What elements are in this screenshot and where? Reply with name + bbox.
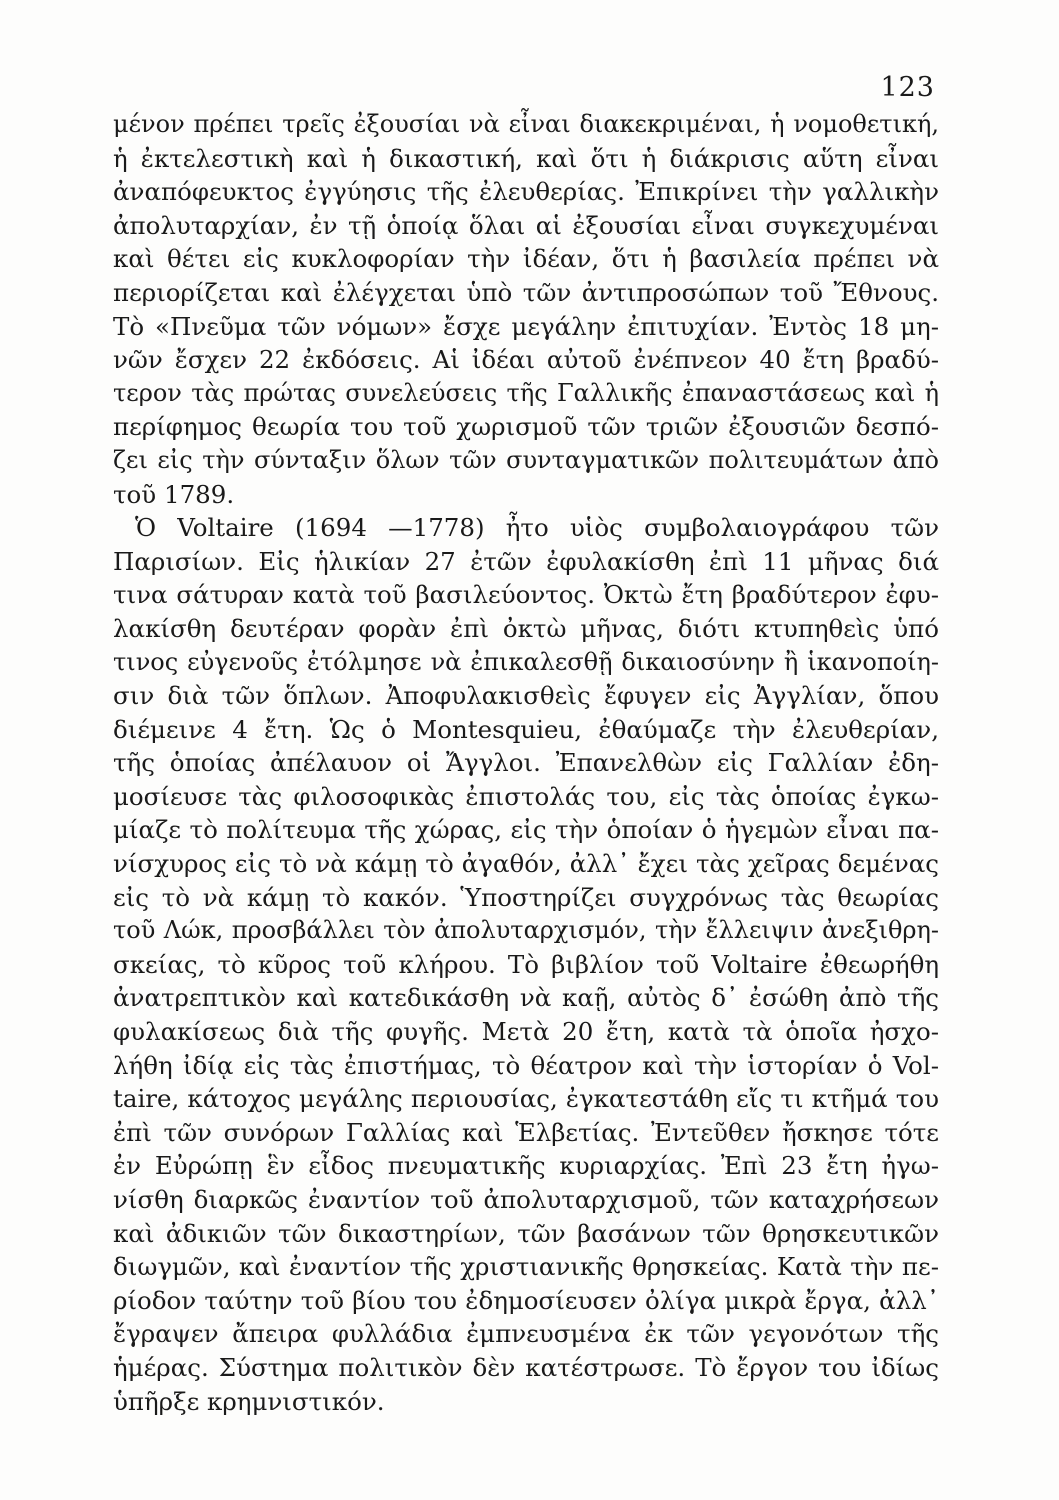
text-line: ρίοδον ταύτην τοῦ βίου του ἐδημοσίευσεν ὀλίγα μικρὰ ἔργα, ἀλλ᾽ [113,1285,939,1315]
paragraph [113,108,939,511]
text-line: ζει εἰς τὴν σύνταξιν ὅλων τῶν συνταγματικῶν πολιτευμάτων ἀπὸ [113,445,939,474]
page-number: 123 [880,72,935,103]
text-line: Τὸ «Πνεῦμα τῶν νόμων» ἔσχε μεγάλην ἐπιτυχίαν. Ἐντὸς 18 μη- [113,311,939,341]
text-line: Ὁ Voltaire (1694 —1778) ἦτο υἱὸς συμβολαιογράφου τῶν [135,513,939,543]
text-line: ὑπῆρξε κρημνιστικόν. [113,1386,385,1416]
text-line: τῆς ὁποίας ἀπέλαυον οἱ Ἄγγλοι. Ἐπανελθὼν εἰς Γαλλίαν ἐδη- [113,748,939,778]
text-line: ἐπὶ τῶν συνόρων Γαλλίας καὶ Ἑλβετίας. Ἐντεῦθεν ἤσκησε τότε [113,1117,939,1147]
text-line: τινος εὐγενοῦς ἐτόλμησε νὰ ἐπικαλεσθῇ δικαιοσύνην ἢ ἱκανοποίη- [113,647,939,676]
text-line: taire, κάτοχος μεγάλης περιουσίας, ἐγκατεστάθη εἴς τι κτῆμά του [113,1084,939,1114]
text-line: ἀπολυταρχίαν, ἐν τῇ ὁποίᾳ ὅλαι αἱ ἐξουσίαι εἶναι συγκεχυμέναι [113,210,939,240]
text-line: ἔγραψεν ἄπειρα φυλλάδια ἐμπνευσμένα ἐκ τῶν γεγονότων τῆς [113,1319,939,1349]
text-line: ἐν Εὐρώπῃ ἓν εἶδος πνευματικῆς κυριαρχίας. Ἐπὶ 23 ἔτη ἠγω- [113,1151,939,1181]
text-line: τινα σάτυραν κατὰ τοῦ βασιλεύοντος. Ὀκτὼ ἔτη βραδύτερον ἐφυ- [113,580,939,610]
text-line: περιορίζεται καὶ ἐλέγχεται ὑπὸ τῶν ἀντιπροσώπων τοῦ Ἔθνους. [113,277,939,307]
body-text [113,108,939,1418]
text-line: διέμεινε 4 ἔτη. Ὡς ὁ Montesquieu, ἐθαύμαζε τὴν ἐλευθερίαν, [113,714,939,744]
text-line: μένον πρέπει τρεῖς ἐξουσίαι νὰ εἶναι διακεκριμέναι, ἡ νομοθετική, [113,110,939,138]
text-line: περίφημος θεωρία του τοῦ χωρισμοῦ τῶν τριῶν ἐξουσιῶν δεσπό- [113,412,939,442]
text-line: νίσθη διαρκῶς ἐναντίον τοῦ ἀπολυταρχισμοῦ, τῶν καταχρήσεων [113,1185,939,1214]
text-line: καὶ ἀδικιῶν τῶν δικαστηρίων, τῶν βασάνων τῶν θρησκευτικῶν [113,1218,939,1248]
text-line: φυλακίσεως διὰ τῆς φυγῆς. Μετὰ 20 ἔτη, κατὰ τὰ ὁποῖα ἠσχο- [113,1017,939,1047]
text-line: μίαζε τὸ πολίτευμα τῆς χώρας, εἰς τὴν ὁποίαν ὁ ἡγεμὼν εἶναι πα- [113,815,939,845]
text-line: καὶ θέτει εἰς κυκλοφορίαν τὴν ἰδέαν, ὅτι ἡ βασιλεία πρέπει νὰ [113,244,939,274]
text-line: τοῦ 1789. [113,479,235,509]
text-line: ἡ ἐκτελεστικὴ καὶ ἡ δικαστική, καὶ ὅτι ἡ διάκρισις αὕτη εἶναι [113,143,939,173]
text-line: εἰς τὸ νὰ κάμῃ τὸ κακόν. Ὑποστηρίζει συγχρόνως τὰς θεωρίας [113,882,939,912]
text-line: νίσχυρος εἰς τὸ νὰ κάμῃ τὸ ἀγαθόν, ἀλλ᾽ ἔχει τὰς χεῖρας δεμένας [113,849,939,879]
text-line: σκείας, τὸ κῦρος τοῦ κλήρου. Τὸ βιβλίον τοῦ Voltaire ἐθεωρήθη [113,949,939,979]
text-line: μοσίευσε τὰς φιλοσοφικὰς ἐπιστολάς του, εἰς τὰς ὁποίας ἐγκω- [113,781,939,811]
text-line: ἀναπόφευκτος ἐγγύησις τῆς ἐλευθερίας. Ἐπικρίνει τὴν γαλλικὴν [113,177,939,207]
text-line: τοῦ Λώκ, προσβάλλει τὸν ἀπολυταρχισμόν, τὴν ἔλλειψιν ἀνεξιθρη- [113,916,939,945]
text-line: ἡμέρας. Σύστημα πολιτικὸν δὲν κατέστρωσε. Τὸ ἔργον του ἰδίως [113,1352,939,1382]
text-line: σιν διὰ τῶν ὅπλων. Ἀποφυλακισθεὶς ἔφυγεν εἰς Ἀγγλίαν, ὅπου [113,681,939,711]
text-line: Παρισίων. Εἰς ἡλικίαν 27 ἐτῶν ἐφυλακίσθη ἐπὶ 11 μῆνας διά [113,546,939,576]
text-line: λακίσθη δευτέραν φορὰν ἐπὶ ὀκτὼ μῆνας, διότι κτυπηθεὶς ὑπό [113,613,939,643]
text-line: διωγμῶν, καὶ ἐναντίον τῆς χριστιανικῆς θρησκείας. Κατὰ τὴν πε- [113,1252,939,1282]
text-line: ἀνατρεπτικὸν καὶ κατεδικάσθη νὰ καῇ, αὐτὸς δ᾽ ἐσώθη ἀπὸ τῆς [113,983,939,1013]
paragraph [113,511,939,1418]
text-line: νῶν ἔσχεν 22 ἐκδόσεις. Αἱ ἰδέαι αὐτοῦ ἐνέπνεον 40 ἔτη βραδύ- [113,345,939,375]
text-line: λήθη ἰδίᾳ εἰς τὰς ἐπιστήμας, τὸ θέατρον καὶ τὴν ἱστορίαν ὁ Vol- [113,1050,939,1080]
text-line: τερον τὰς πρώτας συνελεύσεις τῆς Γαλλικῆς ἐπαναστάσεως καὶ ἡ [113,378,939,407]
